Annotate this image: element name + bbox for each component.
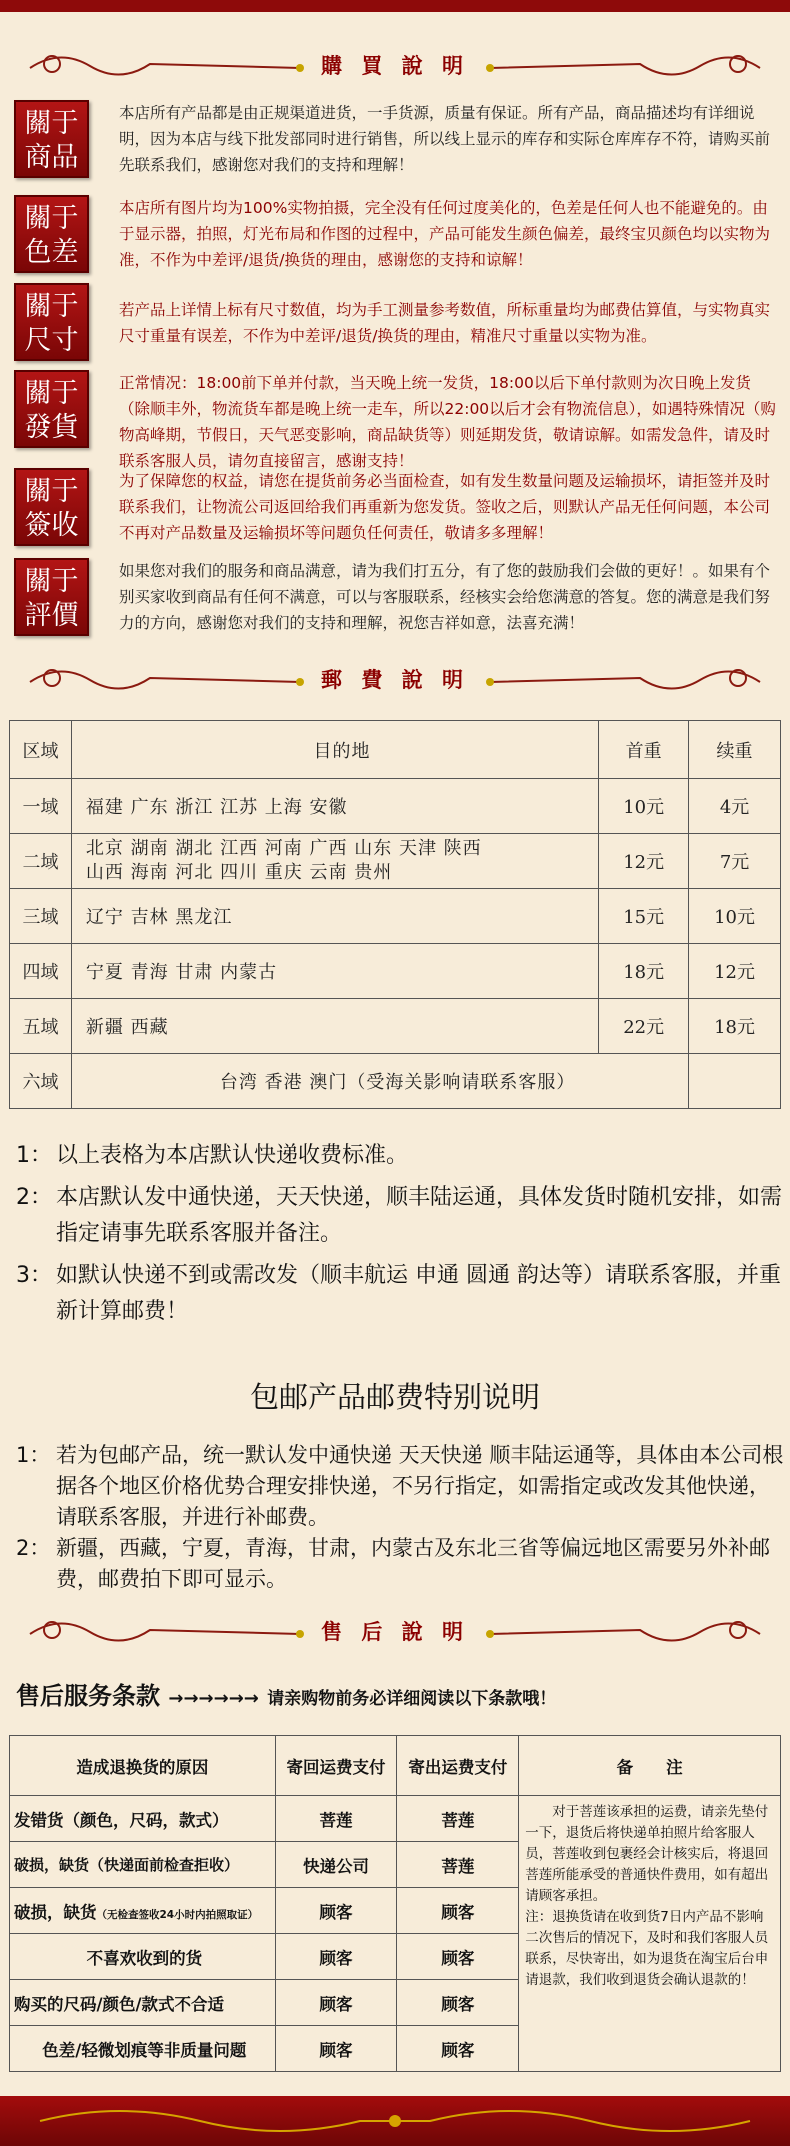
reason-cell: 不喜欢收到的货	[10, 1934, 276, 1980]
table-row	[10, 944, 781, 999]
return-fee-cell: 快递公司	[275, 1842, 397, 1888]
header-destination: 目的地	[71, 721, 598, 779]
first-weight-cell: 15元	[599, 889, 689, 944]
top-border-bar	[0, 0, 790, 12]
header-remarks: 备 注	[519, 1736, 781, 1796]
about-block-size	[14, 283, 776, 369]
return-fee-cell: 菩莲	[275, 1796, 397, 1842]
about-text: 正常情况：18:00前下单并付款，当天晚上统一发货，18:00以后下单付款则为次日晚上发货（除顺丰外，物流货车都是晚上统一走车，所以22:00以后才会有物流信息），如遇特殊情况（购物高峰期，节假日，天气恶变影响，商品缺货等）则延期发货，敬请谅解。如需发急件，请及时联系客服人员，请勿直接留言，感谢支持！	[119, 374, 776, 470]
postage-section-header	[0, 652, 790, 708]
about-badge: 關于 評價	[14, 558, 89, 636]
destination-cell: 新疆 西藏	[71, 999, 598, 1054]
about-text: 本店所有产品都是由正规渠道进货，一手货源，质量有保证。所有产品，商品描述均有详细说明，因为本店与线下批发部同时进行销售，所以线上显示的库存和实际仓库库存不符，请购买前先联系我们，感谢您对我们的支持和理解！	[119, 104, 771, 174]
return-fee-cell: 顾客	[275, 2026, 397, 2072]
about-text: 若产品上详情上标有尺寸数值，均为手工测量参考数值，所标重量均为邮费估算值，与实物真实尺寸重量有误差，不作为中差评/退货/换货的理由，精准尺寸重量以实物为准。	[119, 301, 771, 345]
first-weight-cell: 10元	[599, 779, 689, 834]
table-row	[10, 779, 781, 834]
zone-cell: 六域	[10, 1054, 72, 1109]
aftersale-title: 售 后 說 明	[321, 1619, 469, 1644]
zone-cell: 五域	[10, 999, 72, 1054]
send-fee-cell: 顾客	[397, 1980, 519, 2026]
zone-cell: 二域	[10, 834, 72, 889]
shipping-fee-table	[9, 720, 781, 1109]
returns-table	[9, 1735, 781, 2072]
destination-cell: 台湾 香港 澳门（受海关影响请联系客服）	[71, 1054, 688, 1109]
note-item: 1： 若为包邮产品，统一默认发中通快递 天天快递 顺丰陆运通等，具体由本公司根据各个地区价格优势合理安排快递，不另行指定，如需指定或改发其他快递，请联系客服，并进行补邮费。	[16, 1443, 784, 1529]
destination-cell: 宁夏 青海 甘肃 内蒙古	[71, 944, 598, 999]
postage-title: 郵 費 說 明	[321, 667, 469, 692]
zone-cell: 三域	[10, 889, 72, 944]
table-row	[10, 834, 781, 889]
table-row	[10, 1796, 781, 1842]
table-row	[10, 889, 781, 944]
aftersale-terms-heading: 售后服务条款 →→→→→→ 请亲购物前务必详细阅读以下条款哦！	[16, 1682, 557, 1710]
bottom-decorative-bar	[0, 2096, 790, 2146]
about-block-review	[14, 558, 776, 644]
destination-cell: 辽宁 吉林 黑龙江	[71, 889, 598, 944]
first-weight-cell: 12元	[599, 834, 689, 889]
table-header-row	[10, 721, 781, 779]
ornament-border	[0, 2096, 790, 2146]
zone-cell: 四域	[10, 944, 72, 999]
header-first-weight: 首重	[599, 721, 689, 779]
extra-weight-cell: 7元	[689, 834, 781, 889]
header-send-fee: 寄出运费支付	[397, 1736, 519, 1796]
about-block-signing	[14, 468, 776, 554]
header-extra-weight: 续重	[689, 721, 781, 779]
header-zone: 区域	[10, 721, 72, 779]
return-fee-cell: 顾客	[275, 1980, 397, 2026]
extra-weight-cell: 18元	[689, 999, 781, 1054]
purchase-title: 購 買 說 明	[321, 53, 469, 78]
header-reason: 造成退换货的原因	[10, 1736, 276, 1796]
zone-cell: 一域	[10, 779, 72, 834]
note-item: 2： 新疆，西藏，宁夏，青海，甘肃，内蒙古及东北三省等偏远地区需要另外补邮费，邮费拍下即可显示。	[16, 1536, 770, 1591]
about-text: 本店所有图片均为100%实物拍摄，完全没有任何过度美化的，色差是任何人也不能避免的。由于显示器，拍照，灯光布局和作图的过程中，产品可能发生颜色偏差，最终宝贝颜色均以实物为准，不作为中差评/退货/换货的理由，感谢您的支持和谅解！	[119, 199, 771, 269]
arrow-icons: →→→→→→	[168, 1688, 259, 1709]
about-badge: 關于 色差	[14, 195, 89, 273]
about-block-color	[14, 195, 776, 281]
purchase-section-header	[0, 38, 790, 94]
reason-cell: 破损，缺货（快递面前检查拒收）	[10, 1842, 276, 1888]
reason-cell: 破损，缺货（无检查签收24小时内拍照取证）	[10, 1888, 276, 1934]
extra-weight-cell: 4元	[689, 779, 781, 834]
first-weight-cell: 18元	[599, 944, 689, 999]
reason-cell: 色差/轻微划痕等非质量问题	[10, 2026, 276, 2072]
return-fee-cell: 顾客	[275, 1934, 397, 1980]
send-fee-cell: 顾客	[397, 1888, 519, 1934]
shipping-notes	[16, 1138, 786, 1330]
first-weight-cell: 22元	[599, 999, 689, 1054]
free-shipping-notes	[16, 1440, 786, 1595]
send-fee-cell: 菩莲	[397, 1842, 519, 1888]
send-fee-cell: 菩莲	[397, 1796, 519, 1842]
note-item: 2： 本店默认发中通快递，天天快递，顺丰陆运通，具体发货时随机安排，如需指定请事先联系客服并备注。	[16, 1185, 783, 1246]
extra-weight-cell: 12元	[689, 944, 781, 999]
about-badge: 關于 發貨	[14, 370, 89, 448]
aftersale-section-header	[0, 1604, 790, 1660]
about-badge: 關于 尺寸	[14, 283, 89, 361]
reason-cell: 购买的尺码/颜色/款式不合适	[10, 1980, 276, 2026]
extra-weight-cell: 10元	[689, 889, 781, 944]
remarks-cell: 对于菩莲该承担的运费，请亲先垫付一下，退货后将快递单拍照片给客服人员，菩莲收到包裹经会计核实后，将退回菩莲所能承受的普通快件费用，如有超出请顾客承担。 注：退换货请在收到货7日内产品不影响二次售后的情况下，及时和我们客服人员联系，尽快寄出，如为退货在淘宝后台申请退款，我们收到退货会确认退款的！	[519, 1796, 781, 2072]
free-shipping-title: 包邮产品邮费特别说明	[249, 1380, 540, 1414]
about-badge: 關于 商品	[14, 100, 89, 178]
send-fee-cell: 顾客	[397, 1934, 519, 1980]
send-fee-cell: 顾客	[397, 2026, 519, 2072]
destination-cell: 北京 湖南 湖北 江西 河南 广西 山东 天津 陕西 山西 海南 河北 四川 重庆 云南 贵州	[71, 834, 598, 889]
destination-cell: 福建 广东 浙江 江苏 上海 安徽	[71, 779, 598, 834]
reason-cell: 发错货（颜色，尺码，款式）	[10, 1796, 276, 1842]
header-return-fee: 寄回运费支付	[275, 1736, 397, 1796]
table-row	[10, 1054, 781, 1109]
about-block-goods	[14, 100, 776, 186]
about-text: 为了保障您的权益，请您在提货前务必当面检查，如有发生数量问题及运输损坏，请拒签并及时联系我们，让物流公司返回给我们再重新为您发货。签收之后，则默认产品无任何问题，本公司不再对产品数量及运输损坏等问题负任何责任，敬请多多理解！	[119, 472, 771, 542]
note-item: 1： 以上表格为本店默认快递收费标准。	[16, 1143, 409, 1168]
return-fee-cell: 顾客	[275, 1888, 397, 1934]
about-text: 如果您对我们的服务和商品满意，请为我们打五分，有了您的鼓励我们会做的更好！。如果有个别买家收到商品有任何不满意，可以与客服联系，经核实会给您满意的答复。您的满意是我们努力的方向，感谢您对我们的支持和理解，祝您吉祥如意，法喜充满！	[119, 562, 771, 632]
about-badge: 關于 簽收	[14, 468, 89, 546]
extra-weight-cell	[689, 1054, 781, 1109]
table-header-row	[10, 1736, 781, 1796]
about-block-shipping	[14, 370, 776, 470]
table-row	[10, 999, 781, 1054]
note-item: 3： 如默认快递不到或需改发（顺丰航运 申通 圆通 韵达等）请联系客服，并重新计算邮费！	[16, 1263, 781, 1324]
